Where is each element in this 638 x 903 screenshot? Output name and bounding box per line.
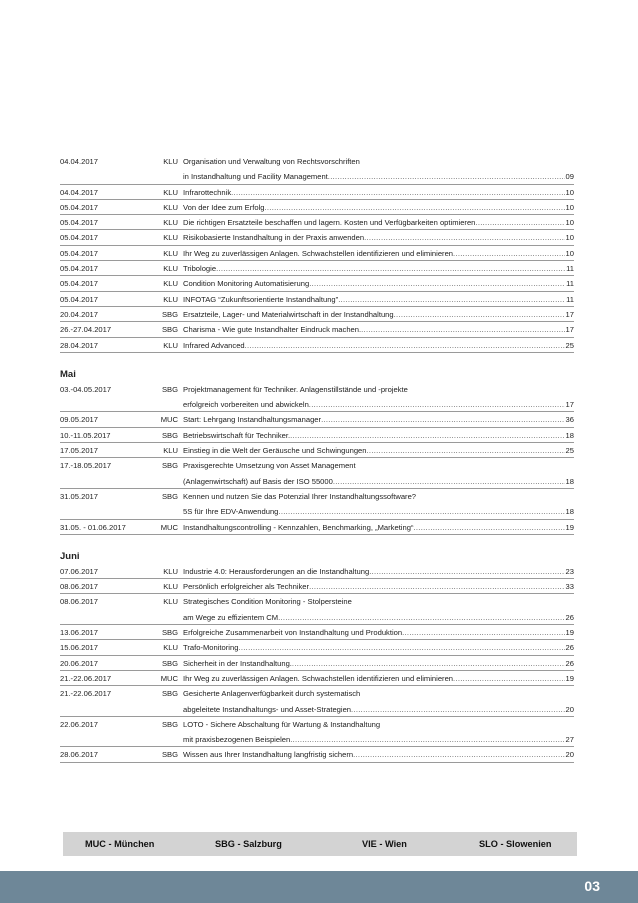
event-title-text: Condition Monitoring Automatisierung	[183, 279, 310, 289]
event-location: KLU	[163, 279, 178, 289]
event-title	[180, 671, 574, 685]
event-row	[60, 246, 574, 261]
event-title	[180, 200, 574, 214]
event-page: 33	[565, 582, 574, 592]
event-location: KLU	[163, 157, 178, 166]
dot-leader	[309, 276, 565, 290]
event-row	[60, 276, 574, 291]
event-title	[180, 656, 574, 670]
event-title-text: LOTO - Sichere Abschaltung für Wartung & Instandhaltung	[183, 719, 381, 729]
event-title-text: Infrared Advanced	[183, 340, 245, 350]
event-page: 20	[565, 750, 574, 760]
event-title	[180, 428, 574, 442]
event-row	[60, 458, 574, 473]
event-title-text: Sicherheit in der Instandhaltung.	[183, 658, 292, 668]
event-row	[60, 594, 574, 609]
event-title	[180, 520, 574, 534]
event-title	[180, 686, 574, 701]
event-page: 25	[565, 340, 574, 350]
event-page: 10	[565, 202, 574, 212]
dot-leader	[369, 564, 564, 578]
event-date: 03.-04.05.2017	[60, 384, 112, 394]
event-page: 26	[565, 658, 574, 668]
event-page: 26	[565, 643, 574, 653]
event-location: KLU	[163, 643, 178, 653]
event-page: 18	[565, 476, 574, 486]
event-row	[60, 443, 574, 458]
event-location: SBG	[161, 658, 178, 668]
event-date: 08.06.2017	[60, 582, 99, 592]
event-page: 18	[565, 507, 574, 517]
event-date: 04.04.2017	[60, 187, 99, 197]
event-title	[180, 640, 574, 654]
event-location: KLU	[163, 187, 178, 197]
event-row-continuation	[60, 169, 574, 184]
event-row-continuation	[60, 732, 574, 747]
event-title-text: Organisation und Verwaltung von Rechtsvorschriften	[183, 157, 360, 166]
event-title	[180, 579, 574, 593]
dot-leader	[321, 412, 564, 426]
event-row	[60, 412, 574, 427]
event-page: 11	[566, 264, 574, 274]
event-location: KLU	[163, 233, 178, 243]
event-location: SBG	[161, 491, 178, 501]
event-location: SBG	[161, 689, 178, 699]
event-title-text: mit praxisbezogenen Beispielen	[183, 735, 291, 745]
event-date: 31.05. - 01.06.2017	[60, 522, 126, 532]
dot-leader	[290, 732, 564, 746]
event-title-text: Die richtigen Ersatzteile beschaffen und lagern. Kosten und Verfügbarkeiten optimieren	[183, 218, 476, 228]
event-date: 08.06.2017	[60, 597, 99, 607]
event-date: 05.04.2017	[60, 202, 99, 212]
event-title	[180, 154, 574, 169]
event-title-text: Praxisgerechte Umsetzung von Asset Management	[183, 461, 356, 471]
event-location: MUC	[160, 673, 178, 683]
event-date: 20.06.2017	[60, 658, 99, 668]
dot-leader	[238, 640, 564, 654]
event-row	[60, 656, 574, 671]
event-title	[180, 230, 574, 244]
event-row	[60, 489, 574, 504]
event-title	[180, 504, 574, 518]
event-date: 05.04.2017	[60, 233, 99, 243]
event-row	[60, 625, 574, 640]
event-date: 21.-22.06.2017	[60, 689, 112, 699]
dot-leader	[351, 702, 565, 716]
event-page: 20	[565, 704, 574, 714]
event-title	[180, 322, 574, 336]
event-title-text: Wissen aus Ihrer Instandhaltung langfristig sichern	[183, 750, 354, 760]
dot-leader	[338, 292, 565, 306]
event-title	[180, 215, 574, 229]
event-list	[60, 154, 574, 763]
event-date: 05.04.2017	[60, 279, 99, 289]
event-row	[60, 717, 574, 732]
event-location: KLU	[163, 264, 178, 274]
event-title-text: am Wege zu effizientem CM	[183, 612, 279, 622]
legend-item-muc: MUC - München	[85, 839, 155, 849]
dot-leader	[264, 200, 564, 214]
event-title	[180, 458, 574, 473]
event-row	[60, 230, 574, 245]
event-date: 31.05.2017	[60, 491, 99, 501]
event-date: 10.-11.05.2017	[60, 430, 111, 440]
event-date: 21.-22.06.2017	[60, 673, 112, 683]
event-title-text: Kennen und nutzen Sie das Potenzial Ihrer Instandhaltungssoftware?	[183, 491, 417, 501]
event-title	[180, 717, 574, 732]
event-location: SBG	[161, 628, 178, 638]
event-row	[60, 640, 574, 655]
dot-leader	[278, 610, 564, 624]
event-title-text: Ihr Weg zu zuverlässigen Anlagen. Schwachstellen identifizieren und eliminieren	[183, 673, 454, 683]
dot-leader	[309, 397, 565, 411]
event-title	[180, 474, 574, 488]
location-legend	[63, 832, 577, 856]
dot-leader	[290, 428, 564, 442]
dot-leader	[453, 671, 565, 685]
event-row	[60, 185, 574, 200]
event-title-text: abgeleitete Instandhaltungs- und Asset-Strategien	[183, 704, 352, 714]
dot-leader	[475, 215, 564, 229]
event-location: KLU	[163, 597, 178, 607]
dot-leader	[364, 230, 564, 244]
event-row	[60, 261, 574, 276]
event-row	[60, 747, 574, 762]
event-page: 17	[565, 325, 574, 335]
event-title-text: Persönlich erfolgreicher als Techniker	[183, 582, 310, 592]
event-page: 10	[565, 218, 574, 228]
event-row	[60, 671, 574, 686]
dot-leader	[231, 185, 564, 199]
event-location: KLU	[163, 446, 178, 456]
event-date: 05.04.2017	[60, 294, 99, 304]
event-location: KLU	[163, 582, 178, 592]
event-row	[60, 200, 574, 215]
event-location: MUC	[160, 415, 178, 425]
event-title	[180, 169, 574, 183]
dot-leader	[309, 579, 564, 593]
event-title	[180, 185, 574, 199]
event-date: 09.05.2017	[60, 415, 99, 425]
event-title-text: (Anlagenwirtschaft) auf Basis der ISO 55000	[183, 476, 333, 486]
event-location: SBG	[161, 430, 178, 440]
event-title-text: Ersatzteile, Lager- und Materialwirtschaft in der Instandhaltung	[183, 309, 394, 319]
event-location: SBG	[161, 461, 178, 471]
dot-leader	[278, 504, 564, 518]
event-title	[180, 594, 574, 609]
event-location: KLU	[163, 218, 178, 228]
event-row	[60, 686, 574, 701]
event-location: KLU	[163, 202, 178, 212]
page-number: 03	[584, 878, 600, 894]
event-row	[60, 382, 574, 397]
event-page: 11	[566, 294, 574, 304]
event-title	[180, 246, 574, 260]
event-title-text: Industrie 4.0: Herausforderungen an die Instandhaltung	[183, 566, 370, 576]
event-page: 09	[565, 172, 574, 182]
event-row-continuation	[60, 504, 574, 519]
event-title-text: in Instandhaltung und Facility Management	[183, 172, 328, 182]
event-page: 17	[565, 309, 574, 319]
event-date: 17.05.2017	[60, 446, 99, 456]
event-row	[60, 428, 574, 443]
event-title-text: erfolgreich vorbereiten und abwickeln	[183, 400, 309, 410]
event-row	[60, 322, 574, 337]
event-page: 10	[565, 233, 574, 243]
event-row	[60, 307, 574, 322]
event-date: 17.-18.05.2017	[60, 461, 112, 471]
dot-leader	[328, 169, 565, 183]
event-title-text: Von der Idee zum Erfolg	[183, 202, 265, 212]
event-title	[180, 443, 574, 457]
event-title-text: Ihr Weg zu zuverlässigen Anlagen. Schwachstellen identifizieren und eliminieren	[183, 248, 454, 258]
dot-leader	[361, 322, 564, 336]
event-date: 13.06.2017	[60, 628, 99, 638]
legend-item-slo: SLO - Slowenien	[479, 839, 552, 849]
event-date: 28.06.2017	[60, 750, 99, 760]
event-title	[180, 261, 574, 275]
month-heading: Mai	[60, 368, 76, 380]
event-title-text: Tribologie	[183, 264, 217, 274]
event-date: 05.04.2017	[60, 264, 99, 274]
event-title-text: INFOTAG “Zukunftsorientierte Instandhaltung”	[183, 294, 339, 304]
event-row	[60, 215, 574, 230]
event-page: 19	[565, 522, 574, 532]
event-title-text: Betriebswirtschaft für Techniker.	[183, 430, 291, 440]
month-heading: Juni	[60, 550, 80, 562]
event-location: KLU	[163, 294, 178, 304]
event-location: SBG	[161, 719, 178, 729]
event-row-continuation	[60, 474, 574, 489]
legend-item-vie: VIE - Wien	[362, 839, 407, 849]
event-row	[60, 579, 574, 594]
event-title-text: Strategisches Condition Monitoring - Stolpersteine	[183, 597, 352, 607]
dot-leader	[453, 246, 565, 260]
event-location: SBG	[161, 750, 178, 760]
dot-leader	[367, 443, 565, 457]
event-date: 22.06.2017	[60, 719, 99, 729]
event-title	[180, 397, 574, 411]
event-title	[180, 702, 574, 716]
event-title-text: Charisma - Wie gute Instandhalter Eindruck machen.	[183, 325, 362, 335]
event-title-text: 5S für Ihre EDV-Anwendung	[183, 507, 279, 517]
event-title	[180, 610, 574, 624]
event-title-text: Instandhaltungscontrolling - Kennzahlen, Benchmarking, „Marketing“	[183, 522, 414, 532]
event-page: 19	[565, 628, 574, 638]
footer-bar	[0, 871, 638, 903]
event-title-text: Start: Lehrgang Instandhaltungsmanager	[183, 415, 322, 425]
event-location: SBG	[161, 384, 178, 394]
event-title	[180, 564, 574, 578]
event-date: 04.04.2017	[60, 157, 99, 166]
event-row	[60, 520, 574, 535]
event-row	[60, 292, 574, 307]
event-title-text: Erfolgreiche Zusammenarbeit von Instandhaltung und Produktion	[183, 628, 403, 638]
event-page: 27	[565, 735, 574, 745]
event-page: 17	[565, 400, 574, 410]
dot-leader	[353, 747, 564, 761]
event-date: 20.04.2017	[60, 309, 99, 319]
event-page: 26	[565, 612, 574, 622]
event-row	[60, 154, 574, 169]
event-title	[180, 307, 574, 321]
event-row-continuation	[60, 610, 574, 625]
event-page: 25	[565, 446, 574, 456]
dot-leader	[394, 307, 565, 321]
event-date: 07.06.2017	[60, 566, 99, 576]
event-title-text: Projektmanagement für Techniker. Anlagenstillstände und -projekte	[183, 384, 408, 394]
event-row-continuation	[60, 702, 574, 717]
event-date: 05.04.2017	[60, 218, 99, 228]
event-location: MUC	[160, 522, 178, 532]
event-title-text: Risikobasierte Instandhaltung in der Praxis anwenden	[183, 233, 365, 243]
event-title	[180, 292, 574, 306]
event-title	[180, 382, 574, 397]
event-date: 05.04.2017	[60, 248, 99, 258]
event-location: SBG	[161, 325, 178, 335]
event-title-text: Trafo-Monitoring	[183, 643, 239, 653]
dot-leader	[216, 261, 565, 275]
event-title	[180, 276, 574, 290]
dot-leader	[333, 474, 565, 488]
event-page: 10	[565, 248, 574, 258]
event-page: 18	[565, 430, 574, 440]
event-title-text: Infrarottechnik	[183, 187, 232, 197]
event-row	[60, 564, 574, 579]
event-row	[60, 338, 574, 353]
event-page: 23	[565, 566, 574, 576]
event-date: 15.06.2017	[60, 643, 99, 653]
event-title	[180, 412, 574, 426]
dot-leader	[292, 656, 565, 670]
event-date: 28.04.2017	[60, 340, 99, 350]
event-title-text: Einstieg in die Welt der Geräusche und Schwingungen	[183, 446, 367, 456]
event-location: KLU	[163, 340, 178, 350]
event-title	[180, 732, 574, 746]
event-title-text: Gesicherte Anlagenverfügbarkeit durch systematisch	[183, 689, 361, 699]
event-page: 10	[565, 187, 574, 197]
event-page: 11	[566, 279, 574, 289]
event-title	[180, 338, 574, 352]
event-location: KLU	[163, 566, 178, 576]
dot-leader	[413, 520, 564, 534]
event-date: 26.-27.04.2017	[60, 325, 112, 335]
event-title	[180, 747, 574, 761]
dot-leader	[402, 625, 564, 639]
event-page: 19	[565, 673, 574, 683]
event-row-continuation	[60, 397, 574, 412]
event-title	[180, 625, 574, 639]
event-page: 36	[565, 415, 574, 425]
event-location: KLU	[163, 248, 178, 258]
dot-leader	[245, 338, 565, 352]
event-location: SBG	[161, 309, 178, 319]
event-title	[180, 489, 574, 504]
legend-item-sbg: SBG - Salzburg	[215, 839, 282, 849]
